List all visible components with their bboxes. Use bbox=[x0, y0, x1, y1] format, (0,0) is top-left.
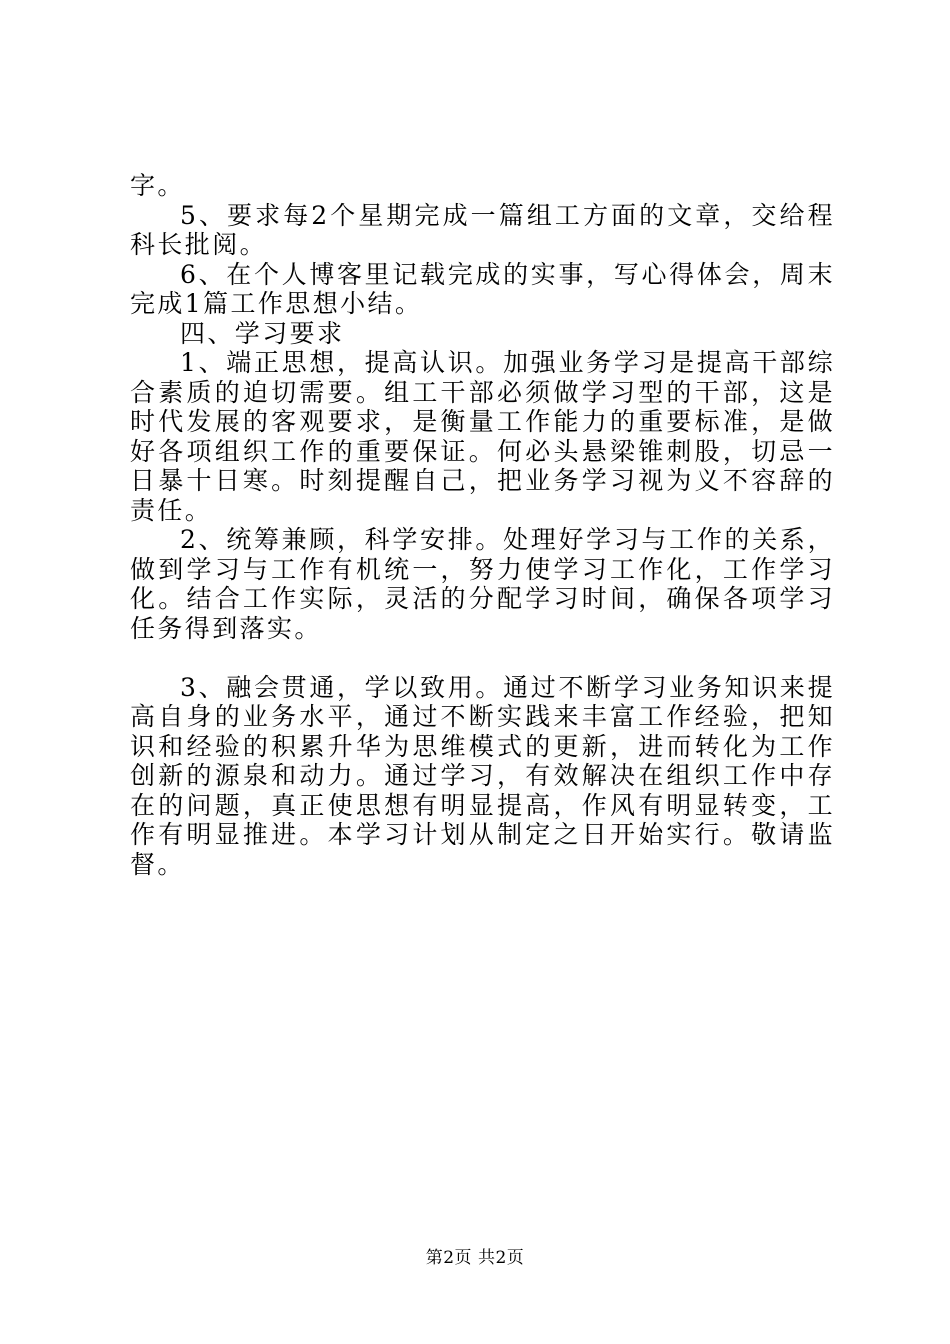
paragraph-requirement-3: 3、融会贯通，学以致用。通过不断学习业务知识来提高自身的业务水平，通过不断实践来丰富工作经验，把知识和经验的积累升华为思维模式的更新，进而转化为工作创新的源泉和动力。通过学习，有效解决在组织工作中存在的问题，真正使思想有明显提高，作风有明显转变，工作有明显推进。本学习计划从制定之日开始实行。敬请监督。 bbox=[130, 672, 835, 879]
section-heading-study-requirements: 四、学习要求 bbox=[180, 318, 345, 348]
page-number-footer: 第2页 共2页 bbox=[425, 1248, 525, 1268]
document-body bbox=[130, 171, 835, 879]
paragraph-continuation: 字。 bbox=[130, 171, 185, 200]
paragraph-requirement-1: 1、端正思想，提高认识。加强业务学习是提高干部综合素质的迫切需要。组工干部必须做学习型的干部，这是时代发展的客观要求，是衡量工作能力的重要标准，是做好各项组织工作的重要保证。何必头悬梁锥刺股，切忌一日暴十日寒。时刻提醒自己，把业务学习视为义不容辞的责任。 bbox=[130, 348, 835, 525]
paragraph-item-5: 5、要求每2个星期完成一篇组工方面的文章，交给程科长批阅。 bbox=[130, 200, 835, 259]
paragraph-item-6: 6、在个人博客里记载完成的实事，写心得体会，周末完成1篇工作思想小结。 bbox=[130, 259, 835, 318]
paragraph-requirement-2: 2、统筹兼顾，科学安排。处理好学习与工作的关系，做到学习与工作有机统一，努力使学习工作化，工作学习化。结合工作实际，灵活的分配学习时间，确保各项学习任务得到落实。 bbox=[130, 525, 835, 643]
